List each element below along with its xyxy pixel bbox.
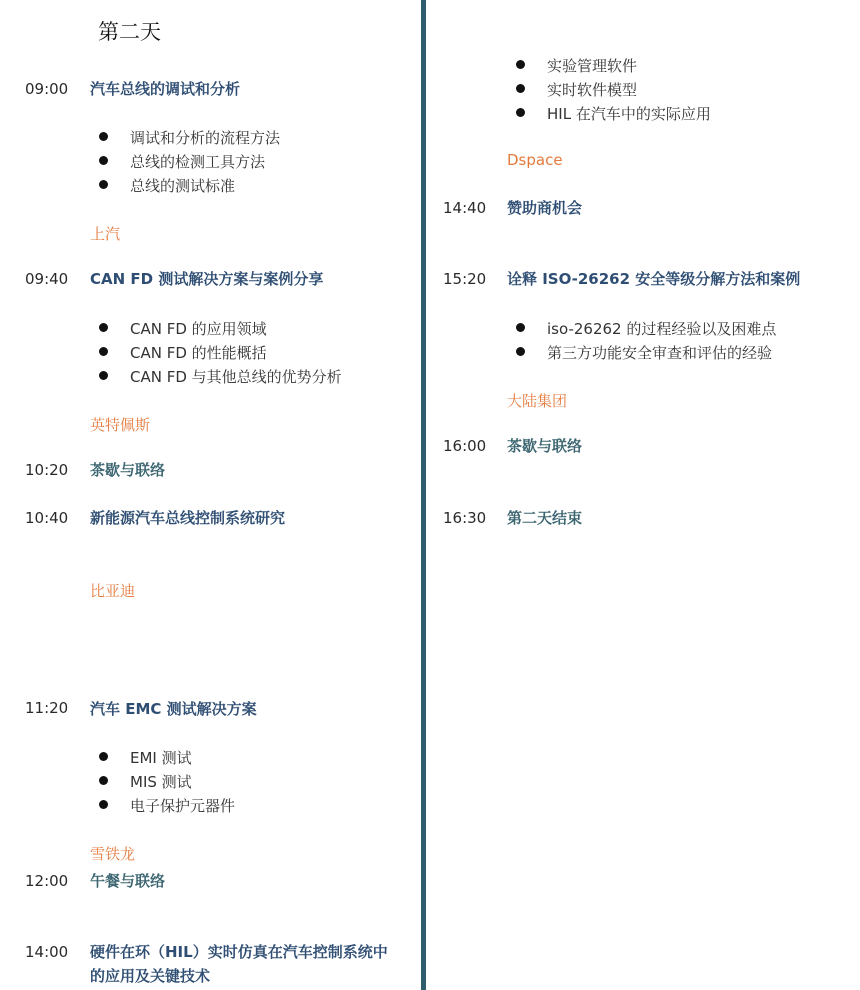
bullet-dot <box>516 108 525 117</box>
speaker-org: 大陆集团 <box>507 392 568 410</box>
session-bullet: EMI 测试 <box>130 749 192 767</box>
session-bullet: 实验管理软件 <box>547 57 638 75</box>
session-bullet: CAN FD 的性能概括 <box>130 344 267 362</box>
bullet-dot <box>99 371 108 380</box>
session-time: 12:00 <box>25 872 69 890</box>
session-bullet: 总线的检测工具方法 <box>130 153 266 171</box>
session-title: 新能源汽车总线控制系统研究 <box>90 509 286 527</box>
bullet-dot <box>99 132 108 141</box>
speaker-org: Dspace <box>507 151 563 169</box>
session-title: 赞助商机会 <box>507 199 583 217</box>
session-time: 14:40 <box>443 199 487 217</box>
session-time: 15:20 <box>443 270 487 288</box>
session-title: 午餐与联络 <box>90 872 166 890</box>
bullet-dot <box>516 84 525 93</box>
session-time: 16:00 <box>443 437 487 455</box>
session-title-line2: 的应用及关键技术 <box>90 967 211 985</box>
session-bullet: iso-26262 的过程经验以及困难点 <box>547 320 777 338</box>
session-bullet: 调试和分析的流程方法 <box>130 129 281 147</box>
bullet-dot <box>99 180 108 189</box>
session-time: 10:40 <box>25 509 69 527</box>
bullet-dot <box>99 156 108 165</box>
session-time: 16:30 <box>443 509 487 527</box>
bullet-dot <box>99 800 108 809</box>
bullet-dot <box>99 323 108 332</box>
bullet-dot <box>99 347 108 356</box>
session-bullet: 总线的测试标准 <box>130 177 236 195</box>
session-title-line1: 硬件在环（HIL）实时仿真在汽车控制系统中 <box>90 943 388 961</box>
session-bullet: 电子保护元器件 <box>130 797 236 815</box>
bullet-dot <box>99 776 108 785</box>
session-bullet: MIS 测试 <box>130 773 192 791</box>
bullet-dot <box>99 752 108 761</box>
session-bullet: CAN FD 的应用领域 <box>130 320 267 338</box>
session-title: CAN FD 测试解决方案与案例分享 <box>90 270 324 288</box>
bullet-dot <box>516 347 525 356</box>
day-title: 第二天 <box>98 20 161 44</box>
speaker-org: 雪铁龙 <box>90 845 136 863</box>
speaker-org: 比亚迪 <box>90 582 136 600</box>
session-bullet: CAN FD 与其他总线的优势分析 <box>130 368 342 386</box>
session-time: 09:00 <box>25 80 69 98</box>
session-title: 汽车总线的调试和分析 <box>90 80 241 98</box>
session-time: 14:00 <box>25 943 69 961</box>
session-bullet: 第三方功能安全审查和评估的经验 <box>547 344 773 362</box>
session-title: 第二天结束 <box>507 509 583 527</box>
session-title: 茶歇与联络 <box>90 461 166 479</box>
session-time: 10:20 <box>25 461 69 479</box>
session-title: 茶歇与联络 <box>507 437 583 455</box>
column-divider <box>421 0 426 990</box>
session-bullet: 实时软件模型 <box>547 81 638 99</box>
bullet-dot <box>516 60 525 69</box>
session-title: 诠释 ISO-26262 安全等级分解方法和案例 <box>507 270 801 288</box>
speaker-org: 上汽 <box>90 225 121 243</box>
speaker-org: 英特佩斯 <box>90 416 151 434</box>
session-time: 11:20 <box>25 699 69 717</box>
session-time: 09:40 <box>25 270 69 288</box>
bullet-dot <box>516 323 525 332</box>
session-title: 汽车 EMC 测试解决方案 <box>90 700 257 718</box>
session-bullet: HIL 在汽车中的实际应用 <box>547 105 711 123</box>
